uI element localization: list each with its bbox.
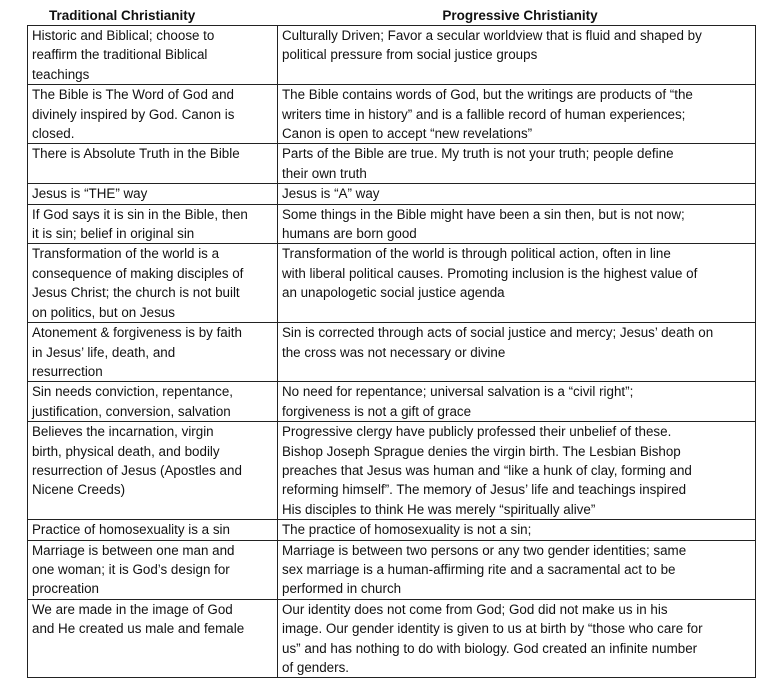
progressive-cell: Marriage is between two persons or any two gender identities; same sex marriage is a human-affirming rite and a sacramental act to be performed in church (278, 540, 756, 599)
progressive-cell: Progressive clergy have publicly professed their unbelief of these. Bishop Joseph Sprague denies the virgin birth. The Lesbian Bishop preaches that Jesus was human and “like a hunk of clay, forming and reforming himself”. The memory of Jesus’ life and teachings inspired His disciples to think He was merely “spiritually alive” (278, 422, 756, 520)
traditional-cell: Historic and Biblical; choose to reaffirm the traditional Biblical teachings (28, 26, 278, 85)
comparison-table (27, 25, 756, 678)
table-row (28, 144, 756, 184)
table-row (28, 382, 756, 422)
progressive-cell: Transformation of the world is through political action, often in line with liberal political causes. Promoting inclusion is the highest value of an unapologetic social justice agenda (278, 244, 756, 323)
progressive-cell: No need for repentance; universal salvation is a “civil right”; forgiveness is not a gift of grace (278, 382, 756, 422)
progressive-cell: The Bible contains words of God, but the writings are products of “the writers time in history” and is a fallible record of human experiences; Canon is open to accept “new revelations” (278, 85, 756, 144)
traditional-cell: Sin needs conviction, repentance, justification, conversion, salvation (28, 382, 278, 422)
table-row (28, 540, 756, 599)
comparison-document (27, 6, 755, 678)
traditional-cell: If God says it is sin in the Bible, then it is sin; belief in original sin (28, 204, 278, 244)
progressive-cell: Sin is corrected through acts of social justice and mercy; Jesus’ death on the cross was not necessary or divine (278, 323, 756, 382)
traditional-cell: Practice of homosexuality is a sin (28, 520, 278, 540)
progressive-cell: Parts of the Bible are true. My truth is not your truth; people define their own truth (278, 144, 756, 184)
table-row (28, 323, 756, 382)
progressive-cell: Jesus is “A” way (278, 184, 756, 204)
progressive-cell: The practice of homosexuality is not a sin; (278, 520, 756, 540)
header-traditional: Traditional Christianity (49, 8, 196, 23)
table-row (28, 520, 756, 540)
traditional-cell: Transformation of the world is a consequence of making disciples of Jesus Christ; the church is not built on politics, but on Jesus (28, 244, 278, 323)
table-row (28, 26, 756, 85)
table-row (28, 204, 756, 244)
progressive-cell: Some things in the Bible might have been a sin then, but is not now; humans are born good (278, 204, 756, 244)
traditional-cell: Marriage is between one man and one woman; it is God’s design for procreation (28, 540, 278, 599)
progressive-cell: Culturally Driven; Favor a secular worldview that is fluid and shaped by political pressure from social justice groups (278, 26, 756, 85)
table-row (28, 85, 756, 144)
traditional-cell: Believes the incarnation, virgin birth, physical death, and bodily resurrection of Jesus (Apostles and Nicene Creeds) (28, 422, 278, 520)
traditional-cell: We are made in the image of God and He created us male and female (28, 599, 278, 678)
header-progressive: Progressive Christianity (442, 8, 598, 23)
progressive-cell: Our identity does not come from God; God did not make us in his image. Our gender identity is given to us at birth by “those who care for us” and has nothing to do with biology. God created an infinite number of genders. (278, 599, 756, 678)
table-row (28, 422, 756, 520)
comparison-table-body (28, 26, 756, 678)
table-row (28, 244, 756, 323)
traditional-cell: There is Absolute Truth in the Bible (28, 144, 278, 184)
traditional-cell: Jesus is “THE” way (28, 184, 278, 204)
traditional-cell: Atonement & forgiveness is by faith in Jesus’ life, death, and resurrection (28, 323, 278, 382)
traditional-cell: The Bible is The Word of God and divinely inspired by God. Canon is closed. (28, 85, 278, 144)
table-row (28, 599, 756, 678)
table-row (28, 184, 756, 204)
column-headers (27, 6, 755, 25)
